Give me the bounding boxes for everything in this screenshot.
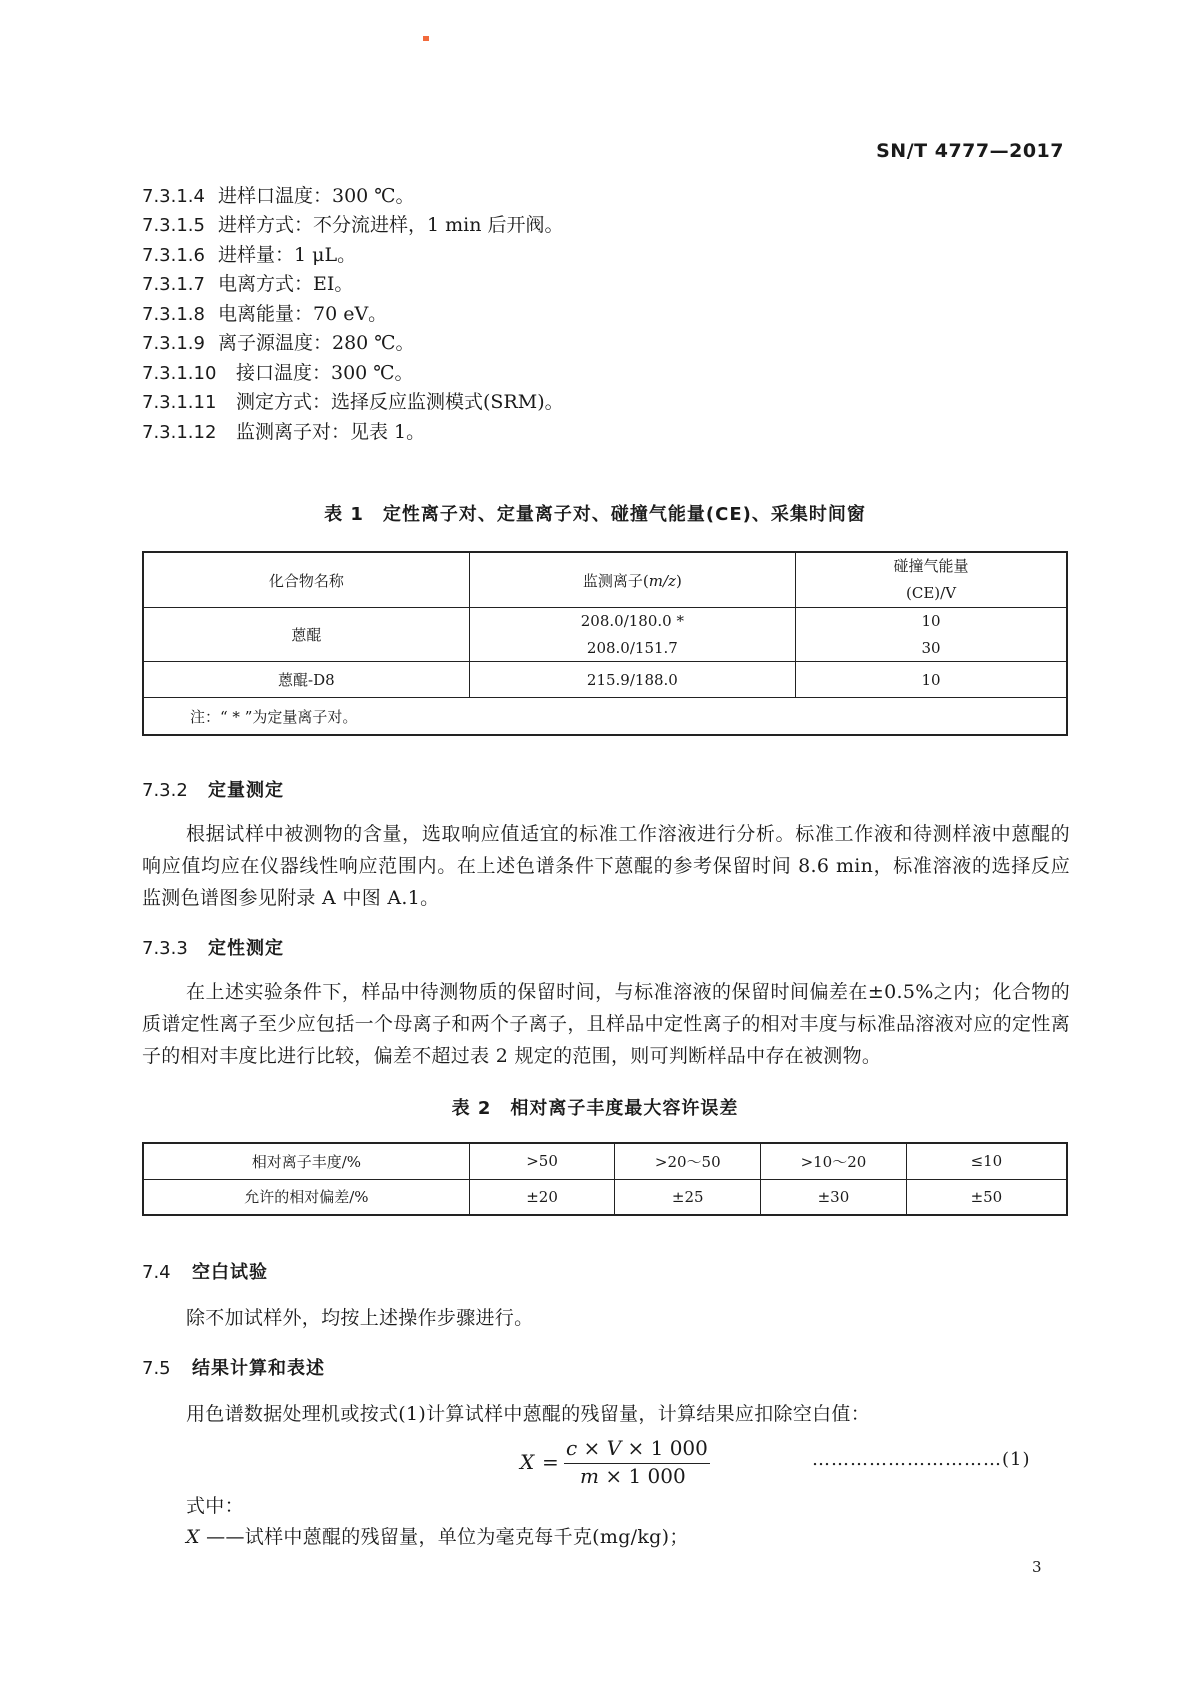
- table-cell: >20～50: [615, 1143, 761, 1179]
- clause-7-3-1-11: 7.3.1.11 测定方式：选择反应监测模式(SRM)。: [142, 391, 564, 413]
- table-cell: ±20: [469, 1179, 615, 1215]
- orange-mark: [423, 36, 429, 41]
- ion-pair: 215.9/188.0: [469, 662, 795, 698]
- table-row: [143, 1179, 1067, 1215]
- where-label: 式中：: [186, 1495, 244, 1517]
- table-2: [142, 1142, 1068, 1216]
- document-id: SN/T 4777—2017: [876, 140, 1064, 162]
- table-1: [142, 551, 1068, 736]
- equation-number: …………………………(1): [812, 1449, 1031, 1470]
- variable-definition: X ——试样中蒽醌的残留量，单位为毫克每千克(mg/kg)；: [186, 1526, 689, 1548]
- section-7-3-2-heading: 7.3.2 定量测定: [142, 780, 284, 801]
- collision-energy: 30: [796, 635, 1067, 662]
- table-cell: ±50: [906, 1179, 1067, 1215]
- table-2-caption: 表 2 相对离子丰度最大容许误差: [451, 1098, 739, 1119]
- section-7-4-paragraph: 除不加试样外，均按上述操作步骤进行。: [186, 1307, 534, 1329]
- clause-7-3-1-12: 7.3.1.12 监测离子对：见表 1。: [142, 421, 426, 443]
- clause-7-3-1-6: 7.3.1.6 进样量：1 μL。: [142, 244, 357, 266]
- compound-anthraquinone-d8: 蒽醌-D8: [143, 662, 469, 698]
- header-compound: 化合物名称: [143, 552, 469, 608]
- section-7-5-heading: 7.5 结果计算和表述: [142, 1358, 325, 1379]
- table-cell: ≤10: [906, 1143, 1067, 1179]
- table-cell: >10～20: [761, 1143, 907, 1179]
- clause-7-3-1-7: 7.3.1.7 电离方式：EI。: [142, 273, 354, 295]
- table-cell: >50: [469, 1143, 615, 1179]
- collision-energy: 10: [796, 608, 1067, 635]
- header-monitor-ion: 监测离子(m/z): [469, 552, 795, 608]
- table-cell: ±25: [615, 1179, 761, 1215]
- table-1-caption: 表 1 定性离子对、定量离子对、碰撞气能量(CE)、采集时间窗: [324, 504, 866, 525]
- table-cell: ±30: [761, 1179, 907, 1215]
- section-7-4-heading: 7.4 空白试验: [142, 1262, 268, 1283]
- table-note-row: [143, 698, 1067, 736]
- section-7-3-2-paragraph: 根据试样中被测物的含量，选取响应值适宜的标准工作溶液进行分析。标准工作液和待测样液中蒽醌的响应值均应在仪器线性响应范围内。在上述色谱条件下蒽醌的参考保留时间 8.6 min，标准溶液的选择反应监测色谱图参见附录 A 中图 A.1。: [142, 823, 1070, 909]
- ion-pair: 208.0/180.0 *: [469, 608, 795, 635]
- table-row: [143, 1143, 1067, 1179]
- clause-7-3-1-4: 7.3.1.4 进样口温度：300 ℃。: [142, 185, 415, 207]
- header-collision-energy: 碰撞气能量 (CE)/V: [796, 552, 1067, 608]
- table-note: 注：“ * ”为定量离子对。: [143, 698, 1067, 736]
- formula-numerator: c × V × 1 000: [566, 1436, 708, 1460]
- page-number: 3: [1032, 1558, 1042, 1576]
- compound-anthraquinone: 蒽醌: [143, 608, 469, 662]
- ion-pair: 208.0/151.7: [469, 635, 795, 662]
- clause-7-3-1-5: 7.3.1.5 进样方式：不分流进样，1 min 后开阀。: [142, 214, 564, 236]
- collision-energy: 10: [796, 662, 1067, 698]
- section-7-3-3-heading: 7.3.3 定性测定: [142, 938, 284, 959]
- row-label: 相对离子丰度/%: [143, 1143, 469, 1179]
- table-row: [143, 662, 1067, 698]
- table-header-row: [143, 552, 1067, 608]
- section-7-3-3-paragraph: 在上述实验条件下，样品中待测物质的保留时间，与标准溶液的保留时间偏差在±0.5%之内；化合物的质谱定性离子至少应包括一个母离子和两个子离子，且样品中定性离子的相对丰度与标准品溶液对应的定性离子的相对丰度比进行比较，偏差不超过表 2 规定的范围，则可判断样品中存在被测物。: [142, 981, 1070, 1067]
- table-row: [143, 608, 1067, 635]
- formula-denominator: m × 1 000: [580, 1464, 686, 1488]
- clause-7-3-1-8: 7.3.1.8 电离能量：70 eV。: [142, 303, 388, 325]
- section-7-5-paragraph: 用色谱数据处理机或按式(1)计算试样中蒽醌的残留量，计算结果应扣除空白值：: [186, 1403, 871, 1425]
- clause-7-3-1-9: 7.3.1.9 离子源温度：280 ℃。: [142, 332, 415, 354]
- clause-7-3-1-10: 7.3.1.10 接口温度：300 ℃。: [142, 362, 414, 384]
- row-label: 允许的相对偏差/%: [143, 1179, 469, 1215]
